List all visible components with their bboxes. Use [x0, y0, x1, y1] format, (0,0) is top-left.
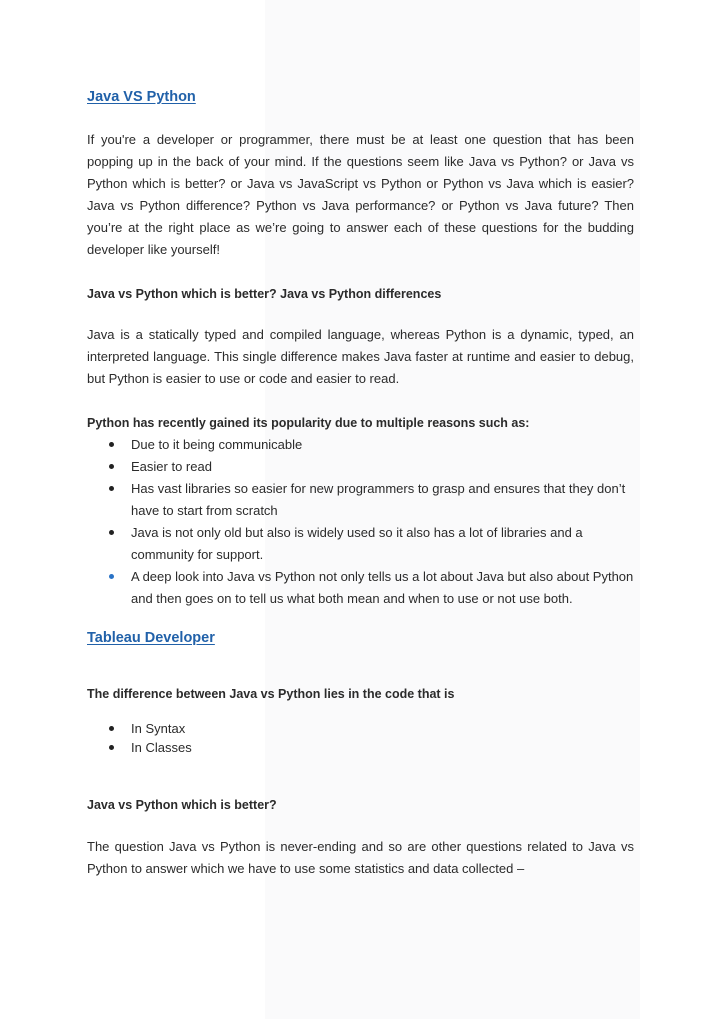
list-item: In Classes: [87, 738, 634, 757]
question-paragraph: The question Java vs Python is never-ending and so are other questions related to Java vs Python to answer which we have to use some statistics and data collected –: [87, 839, 634, 876]
list-item: A deep look into Java vs Python not only tells us a lot about Java but also about Python and then goes on to tell us what both mean and when to use or not use both.: [87, 566, 634, 610]
list-item: Due to it being communicable: [87, 434, 634, 456]
java-vs-python-link[interactable]: Java VS Python: [87, 89, 196, 105]
heading-which-is-better-differences: Java vs Python which is better? Java vs Python differences: [87, 287, 442, 301]
heading-code-differences: The difference between Java vs Python lies in the code that is: [87, 687, 455, 701]
list-item: Java is not only old but also is widely used so it also has a lot of libraries and a community for support.: [87, 522, 634, 566]
list-item: In Syntax: [87, 719, 634, 738]
code-differences-list: [87, 719, 634, 757]
heading-which-is-better: Java vs Python which is better?: [87, 798, 277, 812]
typed-language-paragraph: Java is a statically typed and compiled language, whereas Python is a dynamic, typed, an interpreted language. This single difference makes Java faster at runtime and easier to debug, but Python is easier to use or code and easier to read.: [87, 327, 634, 386]
popularity-reasons-list: [87, 434, 634, 610]
list-item: Easier to read: [87, 456, 634, 478]
list-item: Has vast libraries so easier for new programmers to grasp and ensures that they don’t have to start from scratch: [87, 478, 634, 522]
heading-popularity-reasons: Python has recently gained its popularity due to multiple reasons such as:: [87, 416, 530, 430]
tableau-developer-link[interactable]: Tableau Developer: [87, 630, 215, 646]
intro-paragraph: If you're a developer or programmer, there must be at least one question that has been popping up in the back of your mind. If the questions seem like Java vs Python? or Java vs Python which is better? or Java vs JavaScript vs Python or Python vs Java which is easier? Java vs Python difference? Python vs Java performance? or Python vs Java future? Then you’re at the right place as we’re going to answer each of these questions for the budding developer like yourself!: [87, 132, 634, 257]
